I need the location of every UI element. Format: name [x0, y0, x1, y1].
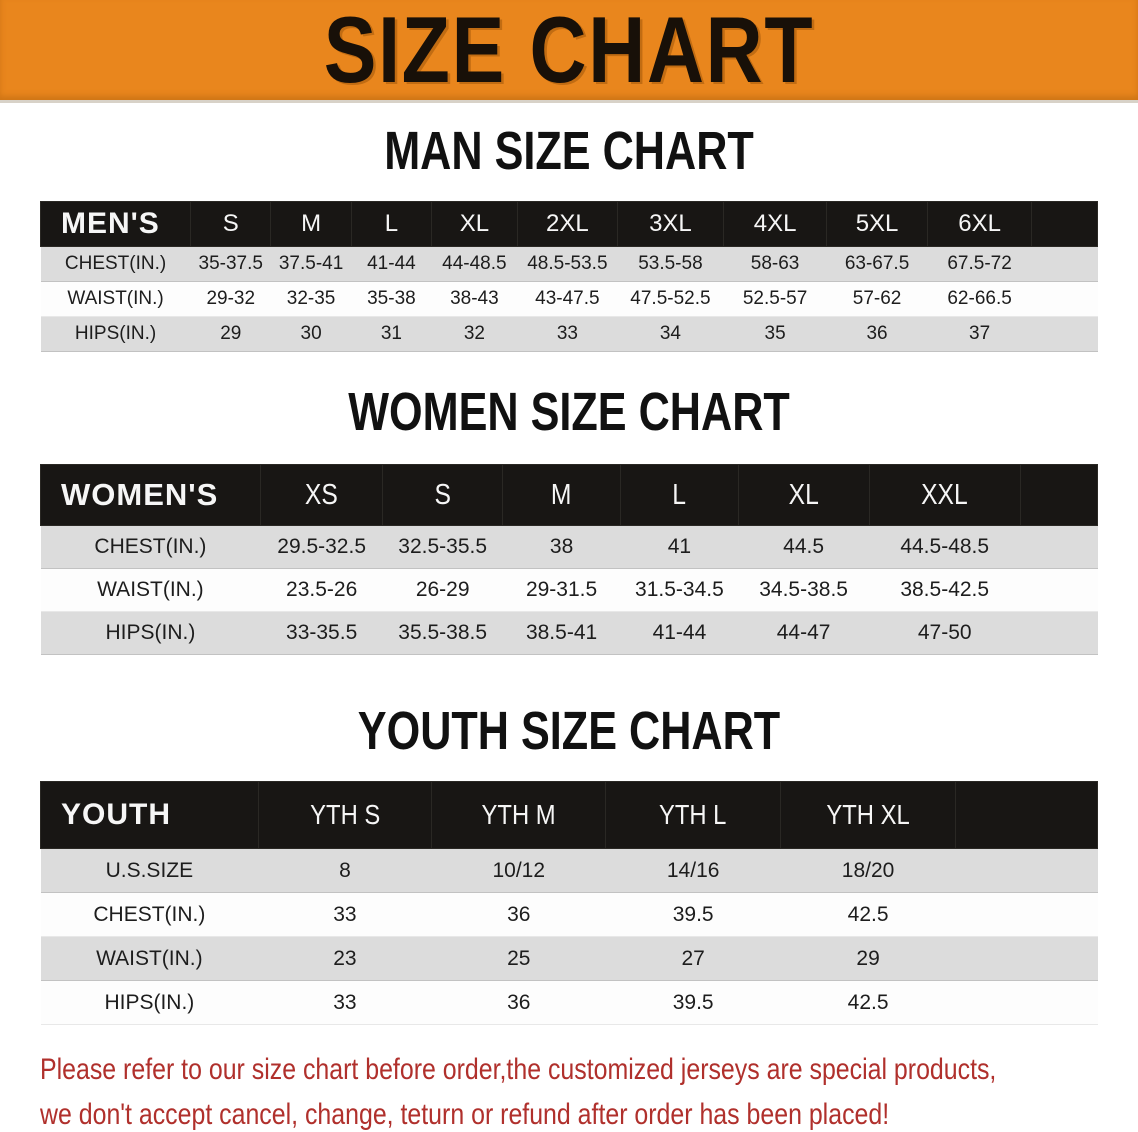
size-value-cell: 26-29 — [383, 569, 502, 612]
table-group-label: YOUTH — [41, 782, 259, 849]
size-value-cell: 23 — [258, 937, 431, 981]
size-value-cell: 38 — [502, 526, 620, 569]
size-value-cell: 35.5-38.5 — [383, 612, 502, 655]
size-column-header: S — [191, 202, 271, 247]
size-value-cell: 32 — [432, 317, 518, 352]
size-value-cell: 44-47 — [738, 612, 869, 655]
size-value-cell: 33 — [517, 317, 617, 352]
size-column-header: XL — [738, 465, 869, 526]
size-value-cell: 39.5 — [606, 893, 780, 937]
size-value-cell: 29 — [191, 317, 271, 352]
size-value-cell: 18/20 — [780, 849, 955, 893]
size-value-cell: 14/16 — [606, 849, 780, 893]
size-column-header: YTH M — [432, 782, 606, 849]
row-filler — [1020, 612, 1097, 655]
size-value-cell: 29-32 — [191, 282, 271, 317]
table-row — [41, 526, 1098, 569]
youth-size-table — [40, 781, 1098, 1025]
table-row — [41, 282, 1098, 317]
size-value-cell: 35-37.5 — [191, 247, 271, 282]
size-column-header: XXL — [869, 465, 1020, 526]
size-value-cell: 62-66.5 — [927, 282, 1032, 317]
size-column-header: 2XL — [517, 202, 617, 247]
size-value-cell: 29-31.5 — [502, 569, 620, 612]
size-value-cell: 36 — [827, 317, 927, 352]
row-filler — [956, 849, 1098, 893]
size-column-header: YTH XL — [780, 782, 955, 849]
header-filler — [956, 782, 1098, 849]
size-value-cell: 35-38 — [351, 282, 431, 317]
table-row — [41, 569, 1098, 612]
row-label: CHEST(IN.) — [41, 893, 259, 937]
size-value-cell: 48.5-53.5 — [517, 247, 617, 282]
row-label: HIPS(IN.) — [41, 612, 261, 655]
size-value-cell: 44-48.5 — [432, 247, 518, 282]
size-value-cell: 47-50 — [869, 612, 1020, 655]
size-value-cell: 35 — [723, 317, 827, 352]
row-label: WAIST(IN.) — [41, 569, 261, 612]
size-value-cell: 8 — [258, 849, 431, 893]
size-column-header: S — [383, 465, 502, 526]
size-value-cell: 33-35.5 — [260, 612, 383, 655]
size-column-header: XL — [432, 202, 518, 247]
table-row — [41, 893, 1098, 937]
size-column-header: M — [502, 465, 620, 526]
size-value-cell: 34 — [618, 317, 724, 352]
table-row — [41, 612, 1098, 655]
size-value-cell: 47.5-52.5 — [618, 282, 724, 317]
size-value-cell: 10/12 — [432, 849, 606, 893]
size-value-cell: 58-63 — [723, 247, 827, 282]
size-value-cell: 52.5-57 — [723, 282, 827, 317]
size-value-cell: 29.5-32.5 — [260, 526, 383, 569]
size-value-cell: 41-44 — [351, 247, 431, 282]
table-row — [41, 849, 1098, 893]
row-filler — [1032, 282, 1098, 317]
row-filler — [956, 937, 1098, 981]
row-label: HIPS(IN.) — [41, 981, 259, 1025]
table-row — [41, 247, 1098, 282]
men-size-table — [40, 201, 1098, 352]
row-label: U.S.SIZE — [41, 849, 259, 893]
size-column-header: L — [621, 465, 738, 526]
size-value-cell: 63-67.5 — [827, 247, 927, 282]
size-column-header: 5XL — [827, 202, 927, 247]
size-value-cell: 32-35 — [271, 282, 351, 317]
size-column-header: 3XL — [618, 202, 724, 247]
size-value-cell: 39.5 — [606, 981, 780, 1025]
size-value-cell: 31.5-34.5 — [621, 569, 738, 612]
header-filler — [1020, 465, 1097, 526]
section-heading-women: WOMEN SIZE CHART — [348, 382, 790, 442]
size-value-cell: 31 — [351, 317, 431, 352]
disclaimer — [0, 1047, 1138, 1132]
row-label: WAIST(IN.) — [41, 937, 259, 981]
size-value-cell: 38.5-41 — [502, 612, 620, 655]
size-value-cell: 23.5-26 — [260, 569, 383, 612]
size-column-header: XS — [260, 465, 383, 526]
table-row — [41, 317, 1098, 352]
table-row — [41, 981, 1098, 1025]
size-column-header: M — [271, 202, 351, 247]
size-column-header: L — [351, 202, 431, 247]
size-column-header: YTH S — [258, 782, 431, 849]
size-column-header: 4XL — [723, 202, 827, 247]
size-value-cell: 33 — [258, 981, 431, 1025]
size-value-cell: 38-43 — [432, 282, 518, 317]
size-value-cell: 38.5-42.5 — [869, 569, 1020, 612]
row-filler — [1032, 317, 1098, 352]
size-value-cell: 44.5 — [738, 526, 869, 569]
row-label: WAIST(IN.) — [41, 282, 191, 317]
disclaimer-line-1: Please refer to our size chart before order,the customized jerseys are special products, — [40, 1053, 997, 1086]
size-value-cell: 25 — [432, 937, 606, 981]
row-label: CHEST(IN.) — [41, 526, 261, 569]
size-chart-banner — [0, 0, 1138, 103]
size-value-cell: 36 — [432, 981, 606, 1025]
header-filler — [1032, 202, 1098, 247]
size-table-header-row — [41, 465, 1098, 526]
size-value-cell: 41-44 — [621, 612, 738, 655]
row-label: CHEST(IN.) — [41, 247, 191, 282]
size-value-cell: 67.5-72 — [927, 247, 1032, 282]
size-value-cell: 42.5 — [780, 981, 955, 1025]
section-heading-man: MAN SIZE CHART — [384, 121, 754, 181]
size-value-cell: 34.5-38.5 — [738, 569, 869, 612]
row-filler — [1020, 569, 1097, 612]
row-filler — [1020, 526, 1097, 569]
size-value-cell: 37 — [927, 317, 1032, 352]
size-value-cell: 29 — [780, 937, 955, 981]
section-heading-youth: YOUTH SIZE CHART — [357, 701, 781, 761]
size-value-cell: 36 — [432, 893, 606, 937]
page-title: SIZE CHART — [323, 0, 815, 102]
size-value-cell: 37.5-41 — [271, 247, 351, 282]
size-value-cell: 33 — [258, 893, 431, 937]
row-filler — [1032, 247, 1098, 282]
women-size-table — [40, 464, 1098, 655]
size-table-header-row — [41, 202, 1098, 247]
size-value-cell: 42.5 — [780, 893, 955, 937]
size-value-cell: 57-62 — [827, 282, 927, 317]
table-group-label: WOMEN'S — [41, 465, 261, 526]
size-value-cell: 27 — [606, 937, 780, 981]
disclaimer-line-2: we don't accept cancel, change, teturn or refund after order has been placed! — [40, 1098, 890, 1131]
size-column-header: 6XL — [927, 202, 1032, 247]
size-column-header: YTH L — [606, 782, 780, 849]
size-value-cell: 44.5-48.5 — [869, 526, 1020, 569]
row-filler — [956, 893, 1098, 937]
table-group-label: MEN'S — [41, 202, 191, 247]
size-value-cell: 41 — [621, 526, 738, 569]
row-label: HIPS(IN.) — [41, 317, 191, 352]
size-value-cell: 30 — [271, 317, 351, 352]
size-value-cell: 53.5-58 — [618, 247, 724, 282]
size-value-cell: 43-47.5 — [517, 282, 617, 317]
row-filler — [956, 981, 1098, 1025]
size-value-cell: 32.5-35.5 — [383, 526, 502, 569]
size-table-header-row — [41, 782, 1098, 849]
table-row — [41, 937, 1098, 981]
